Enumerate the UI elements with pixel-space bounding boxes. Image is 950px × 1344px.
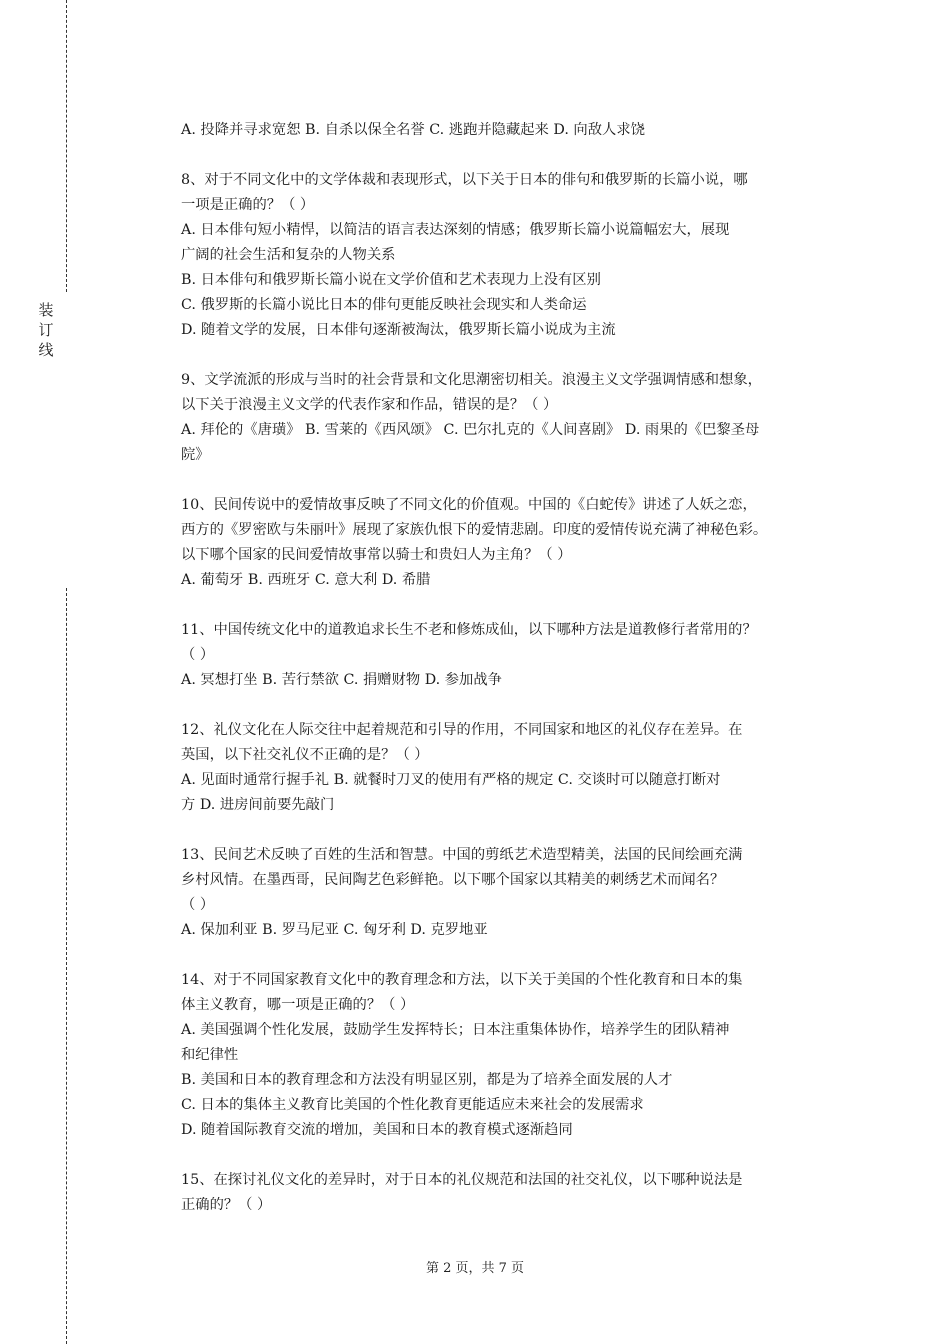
- binding-dashed-line-top: [66, 0, 67, 292]
- question-content: [181, 118, 853, 1218]
- binding-char: 装: [38, 301, 54, 319]
- q9-option: A. 拜伦的《唐璜》 B. 雪莱的《西风颂》 C. 巴尔扎克的《人间喜剧》 D. 雨果的《巴黎圣母: [181, 422, 760, 438]
- q15-stem: 15、在探讨礼仪文化的差异时，对于日本的礼仪规范和法国的社交礼仪，以下哪种说法是: [181, 1172, 743, 1188]
- q14-stem: 体主义教育，哪一项是正确的？（ ）: [181, 997, 415, 1013]
- binding-char: 线: [38, 341, 54, 359]
- q11-stem: （ ）: [181, 647, 215, 663]
- q11-stem: 11、中国传统文化中的道教追求长生不老和修炼成仙，以下哪种方法是道教修行者常用的？: [181, 622, 757, 638]
- q8-stem: 8、对于不同文化中的文学体裁和表现形式，以下关于日本的俳句和俄罗斯的长篇小说，哪: [181, 172, 748, 188]
- q14-option: 和纪律性: [181, 1047, 239, 1063]
- q14-option: C. 日本的集体主义教育比美国的个性化教育更能适应未来社会的发展需求: [181, 1097, 644, 1113]
- binding-char: 订: [38, 321, 54, 339]
- q9-stem: 9、文学流派的形成与当时的社会背景和文化思潮密切相关。浪漫主义文学强调情感和想象，: [181, 372, 762, 388]
- q8-option: D. 随着文学的发展，日本俳句逐渐被淘汰，俄罗斯长篇小说成为主流: [181, 322, 616, 338]
- q8-stem: 一项是正确的？（ ）: [181, 197, 315, 213]
- binding-dashed-line-bottom: [66, 588, 67, 1344]
- q13-stem: （ ）: [181, 897, 215, 913]
- q15-stem: 正确的？（ ）: [181, 1197, 272, 1213]
- page-number: 第 2 页，共 7 页: [425, 1261, 525, 1276]
- q12-stem: 12、礼仪文化在人际交往中起着规范和引导的作用，不同国家和地区的礼仪存在差异。在: [181, 722, 743, 738]
- q12-option: A. 见面时通常行握手礼 B. 就餐时刀叉的使用有严格的规定 C. 交谈时可以随意打断对: [181, 772, 721, 788]
- q14-option: D. 随着国际教育交流的增加，美国和日本的教育模式逐渐趋同: [181, 1122, 573, 1138]
- q10-option: A. 葡萄牙 B. 西班牙 C. 意大利 D. 希腊: [181, 572, 431, 588]
- q8-option: B. 日本俳句和俄罗斯长篇小说在文学价值和艺术表现力上没有区别: [181, 272, 601, 288]
- q8-option: 广阔的社会生活和复杂的人物关系: [181, 247, 396, 263]
- q12-option: 方 D. 进房间前要先敲门: [181, 797, 335, 813]
- binding-label: [36, 300, 56, 360]
- q8-option: C. 俄罗斯的长篇小说比日本的俳句更能反映社会现实和人类命运: [181, 297, 587, 313]
- q11-option: A. 冥想打坐 B. 苦行禁欲 C. 捐赠财物 D. 参加战争: [181, 672, 502, 688]
- q10-stem: 10、民间传说中的爱情故事反映了不同文化的价值观。中国的《白蛇传》讲述了人妖之恋，: [181, 497, 757, 513]
- q13-stem: 13、民间艺术反映了百姓的生活和智慧。中国的剪纸艺术造型精美，法国的民间绘画充满: [181, 847, 743, 863]
- q14-option: A. 美国强调个性化发展，鼓励学生发挥特长；日本注重集体协作，培养学生的团队精神: [181, 1022, 730, 1038]
- q8-option: A. 日本俳句短小精悍，以简洁的语言表达深刻的情感；俄罗斯长篇小说篇幅宏大，展现: [181, 222, 730, 238]
- q14-option: B. 美国和日本的教育理念和方法没有明显区别，都是为了培养全面发展的人才: [181, 1072, 673, 1088]
- q13-option: A. 保加利亚 B. 罗马尼亚 C. 匈牙利 D. 克罗地亚: [181, 922, 488, 938]
- q7-options: A. 投降并寻求宽恕 B. 自杀以保全名誉 C. 逃跑并隐藏起来 D. 向敌人求饶: [181, 122, 645, 138]
- q9-stem: 以下关于浪漫主义文学的代表作家和作品，错误的是？（ ）: [181, 397, 558, 413]
- q10-stem: 西方的《罗密欧与朱丽叶》展现了家族仇恨下的爱情悲剧。印度的爱情传说充满了神秘色彩。: [181, 522, 768, 538]
- q10-stem: 以下哪个国家的民间爱情故事常以骑士和贵妇人为主角？（ ）: [181, 547, 572, 563]
- q14-stem: 14、对于不同国家教育文化中的教育理念和方法，以下关于美国的个性化教育和日本的集: [181, 972, 743, 988]
- q13-stem: 乡村风情。在墨西哥，民间陶艺色彩鲜艳。以下哪个国家以其精美的刺绣艺术而闻名？: [181, 872, 725, 888]
- q12-stem: 英国，以下社交礼仪不正确的是？（ ）: [181, 747, 429, 763]
- q9-option: 院》: [181, 447, 210, 463]
